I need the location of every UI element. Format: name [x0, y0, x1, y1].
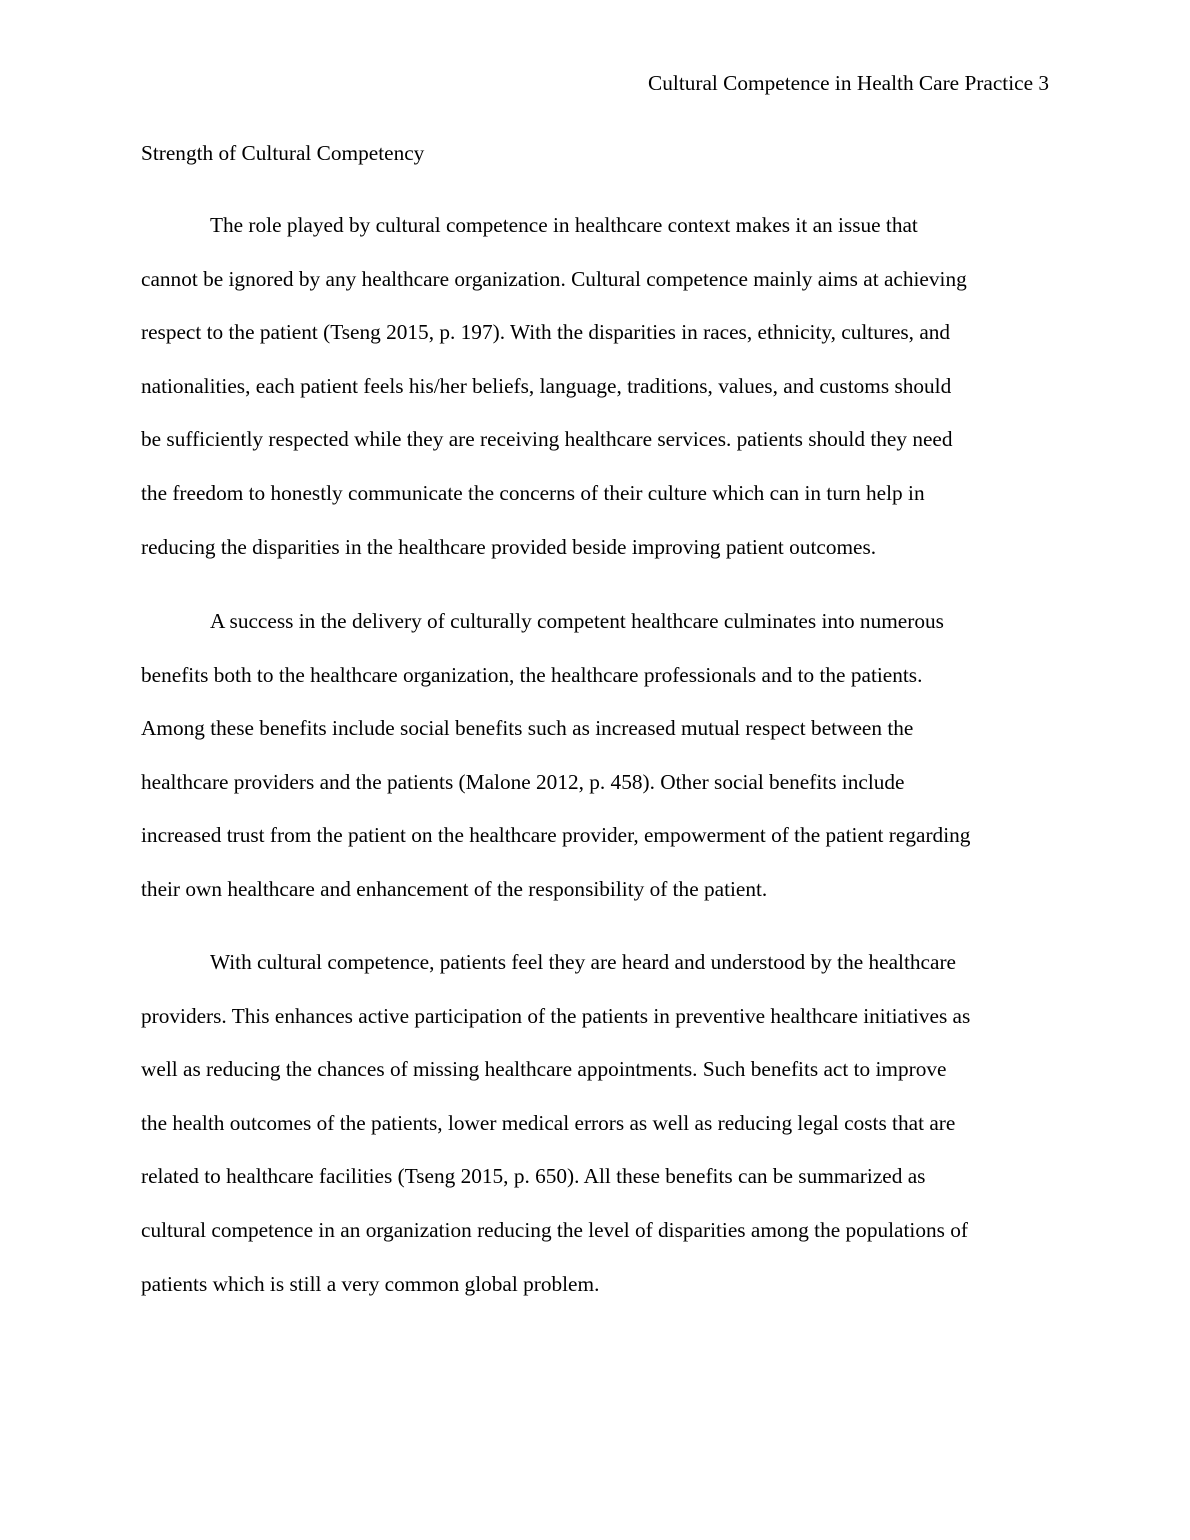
paragraph-line: cannot be ignored by any healthcare organization. Cultural competence mainly aims at achieving — [141, 266, 967, 291]
paragraph-line: With cultural competence, patients feel they are heard and understood by the healthcare — [210, 950, 956, 974]
paragraph-line: their own healthcare and enhancement of the responsibility of the patient. — [141, 876, 768, 901]
paragraph-line: respect to the patient (Tseng 2015, p. 197). With the disparities in races, ethnicity, cultures, and — [141, 320, 951, 345]
paragraph-line: A success in the delivery of culturally competent healthcare culminates into numerous — [210, 609, 944, 633]
paragraph-line: providers. This enhances active participation of the patients in preventive healthcare initiatives as — [141, 1003, 971, 1028]
paragraph-line: The role played by cultural competence in healthcare context makes it an issue that — [210, 213, 918, 237]
paragraph-line: related to healthcare facilities (Tseng 2015, p. 650). All these benefits can be summarized as — [141, 1164, 926, 1189]
paragraph — [141, 199, 1051, 574]
section-heading: Strength of Cultural Competency — [141, 141, 425, 165]
paragraph-line: the freedom to honestly communicate the concerns of their culture which can in turn help in — [141, 480, 925, 505]
paragraph-line: healthcare providers and the patients (Malone 2012, p. 458). Other social benefits include — [141, 769, 905, 794]
paragraph-line: reducing the disparities in the healthcare provided beside improving patient outcomes. — [141, 534, 877, 559]
paragraph — [141, 936, 1051, 1311]
paragraph-line: increased trust from the patient on the healthcare provider, empowerment of the patient regarding — [141, 823, 971, 848]
paragraph-line: benefits both to the healthcare organization, the healthcare professionals and to the patients. — [141, 662, 923, 687]
paragraph-line: be sufficiently respected while they are receiving healthcare services. patients should they need — [141, 427, 953, 452]
paragraph-line: cultural competence in an organization reducing the level of disparities among the populations of — [141, 1217, 968, 1242]
running-head: Cultural Competence in Health Care Practice 3 — [648, 71, 1049, 95]
paragraph-line: well as reducing the chances of missing healthcare appointments. Such benefits act to improve — [141, 1057, 947, 1082]
paragraph-line: patients which is still a very common global problem. — [141, 1271, 600, 1296]
paragraph — [141, 595, 1051, 917]
paragraph-line: the health outcomes of the patients, lower medical errors as well as reducing legal costs that are — [141, 1110, 956, 1135]
paragraph-line: nationalities, each patient feels his/her beliefs, language, traditions, values, and customs should — [141, 373, 952, 398]
paragraph-line: Among these benefits include social benefits such as increased mutual respect between the — [141, 716, 914, 741]
